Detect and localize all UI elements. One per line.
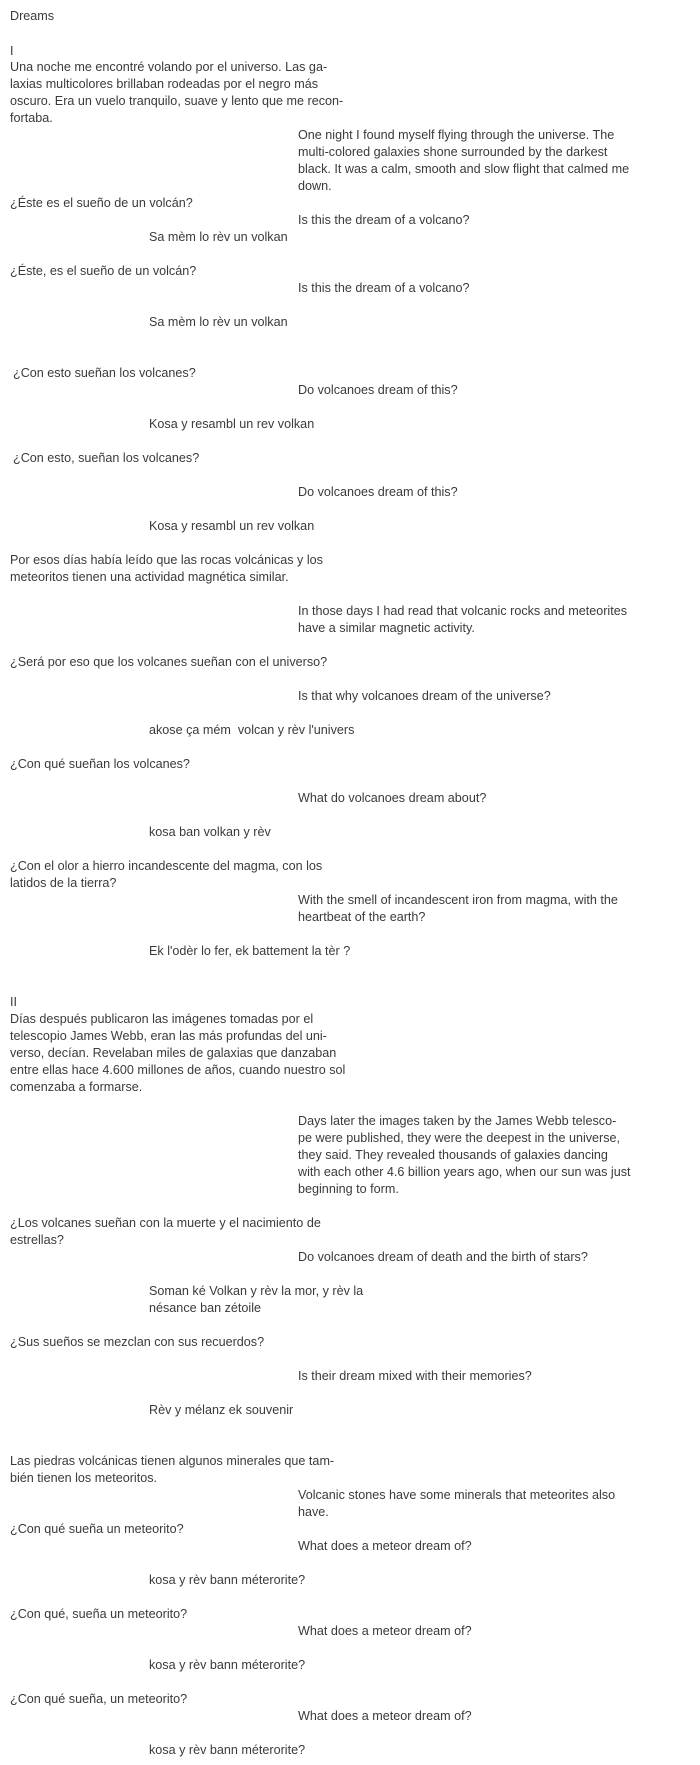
verse-spanish: ¿Sus sueños se mezclan con sus recuerdos? bbox=[10, 1335, 265, 1349]
intro-es-line: oscuro. Era un vuelo tranquilo, suave y lento que me recon- bbox=[10, 94, 344, 108]
verse-creole: kosa y rèv bann méterorite? bbox=[149, 1743, 306, 1757]
paragraph-en-line: have a similar magnetic activity. bbox=[298, 621, 475, 635]
verse-spanish: ¿Será por eso que los volcanes sueñan con el universo? bbox=[10, 655, 328, 669]
verse-creole: Ek l'odèr lo fer, ek battement la tèr ? bbox=[149, 944, 351, 958]
verse-english: Is this the dream of a volcano? bbox=[298, 281, 470, 295]
verse-spanish: ¿Con qué sueña, un meteorito? bbox=[10, 1692, 188, 1706]
verse-english: Is their dream mixed with their memories? bbox=[298, 1369, 532, 1383]
verse-creole: Kosa y resambl un rev volkan bbox=[149, 519, 315, 533]
verse-english: What does a meteor dream of? bbox=[298, 1539, 472, 1553]
verse-spanish: ¿Con qué sueñan los volcanes? bbox=[10, 757, 190, 771]
verse-english: Do volcanoes dream of death and the birth of stars? bbox=[298, 1250, 588, 1264]
verse-creole: Sa mèm lo rèv un volkan bbox=[149, 230, 288, 244]
verse-english: What does a meteor dream of? bbox=[298, 1624, 472, 1638]
paragraph-es-line: Las piedras volcánicas tienen algunos minerales que tam- bbox=[10, 1454, 335, 1468]
verse-creole: akose ça mém volcan y rèv l'univers bbox=[149, 723, 355, 737]
intro-es-line: fortaba. bbox=[10, 111, 53, 125]
verse-spanish: ¿Éste, es el sueño de un volcán? bbox=[10, 264, 197, 278]
intro-es-line: verso, decían. Revelaban miles de galaxias que danzaban bbox=[10, 1046, 337, 1060]
verse-kr-line: nésance ban zétoile bbox=[149, 1301, 262, 1315]
intro-en-line: they said. They revealed thousands of galaxies dancing bbox=[298, 1148, 608, 1162]
intro-en-line: with each other 4.6 billion years ago, when our sun was just bbox=[298, 1165, 631, 1179]
verse-es-line: latidos de la tierra? bbox=[10, 876, 117, 890]
section-numeral-2: II bbox=[10, 995, 17, 1009]
verse-en-line: heartbeat of the earth? bbox=[298, 910, 426, 924]
section-numeral-1: I bbox=[10, 44, 14, 58]
verse-creole: Rèv y mélanz ek souvenir bbox=[149, 1403, 294, 1417]
intro-es-line: Una noche me encontré volando por el universo. Las ga- bbox=[10, 60, 328, 74]
verse-en-line: With the smell of incandescent iron from magma, with the bbox=[298, 893, 618, 907]
intro-es-line: Días después publicaron las imágenes tomadas por el bbox=[10, 1012, 314, 1026]
verse-spanish: ¿Con esto sueñan los volcanes? bbox=[13, 366, 196, 380]
verse-es-line: ¿Los volcanes sueñan con la muerte y el nacimiento de bbox=[10, 1216, 321, 1230]
poem-title: Dreams bbox=[10, 9, 55, 23]
verse-english: Is this the dream of a volcano? bbox=[298, 213, 470, 227]
verse-es-line: ¿Con el olor a hierro incandescente del magma, con los bbox=[10, 859, 323, 873]
intro-en-line: beginning to form. bbox=[298, 1182, 399, 1196]
verse-creole: kosa y rèv bann méterorite? bbox=[149, 1658, 306, 1672]
verse-english: Do volcanoes dream of this? bbox=[298, 383, 458, 397]
intro-en-line: One night I found myself flying through the universe. The bbox=[298, 128, 615, 142]
verse-english: Do volcanoes dream of this? bbox=[298, 485, 458, 499]
paragraph-es-line: bién tienen los meteoritos. bbox=[10, 1471, 158, 1485]
verse-creole: Kosa y resambl un rev volkan bbox=[149, 417, 315, 431]
paragraph-en-line: Volcanic stones have some minerals that meteorites also bbox=[298, 1488, 616, 1502]
verse-english: Is that why volcanoes dream of the universe? bbox=[298, 689, 551, 703]
verse-es-line: estrellas? bbox=[10, 1233, 64, 1247]
verse-creole: Sa mèm lo rèv un volkan bbox=[149, 315, 288, 329]
verse-english: What does a meteor dream of? bbox=[298, 1709, 472, 1723]
verse-english: What do volcanoes dream about? bbox=[298, 791, 487, 805]
paragraph-es-line: meteoritos tienen una actividad magnética similar. bbox=[10, 570, 289, 584]
paragraph-en-line: In those days I had read that volcanic rocks and meteorites bbox=[298, 604, 628, 618]
intro-es-line: comenzaba a formarse. bbox=[10, 1080, 143, 1094]
verse-creole: kosa ban volkan y rèv bbox=[149, 825, 271, 839]
verse-spanish: ¿Con esto, sueñan los volcanes? bbox=[13, 451, 200, 465]
intro-es-line: laxias multicolores brillaban rodeadas por el negro más bbox=[10, 77, 319, 91]
intro-es-line: entre ellas hace 4.600 millones de años, cuando nuestro sol bbox=[10, 1063, 346, 1077]
verse-creole: kosa y rèv bann méterorite? bbox=[149, 1573, 306, 1587]
paragraph-es-line: Por esos días había leído que las rocas volcánicas y los bbox=[10, 553, 323, 567]
verse-spanish: ¿Éste es el sueño de un volcán? bbox=[10, 196, 193, 210]
paragraph-en-line: have. bbox=[298, 1505, 329, 1519]
intro-en-line: Days later the images taken by the James Webb telesco- bbox=[298, 1114, 617, 1128]
intro-en-line: pe were published, they were the deepest in the universe, bbox=[298, 1131, 621, 1145]
verse-spanish: ¿Con qué, sueña un meteorito? bbox=[10, 1607, 188, 1621]
intro-en-line: down. bbox=[298, 179, 332, 193]
intro-es-line: telescopio James Webb, eran las más profundas del uni- bbox=[10, 1029, 327, 1043]
verse-spanish: ¿Con qué sueña un meteorito? bbox=[10, 1522, 184, 1536]
intro-en-line: multi-colored galaxies shone surrounded by the darkest bbox=[298, 145, 608, 159]
verse-kr-line: Soman ké Volkan y rèv la mor, y rèv la bbox=[149, 1284, 364, 1298]
intro-en-line: black. It was a calm, smooth and slow flight that calmed me bbox=[298, 162, 630, 176]
